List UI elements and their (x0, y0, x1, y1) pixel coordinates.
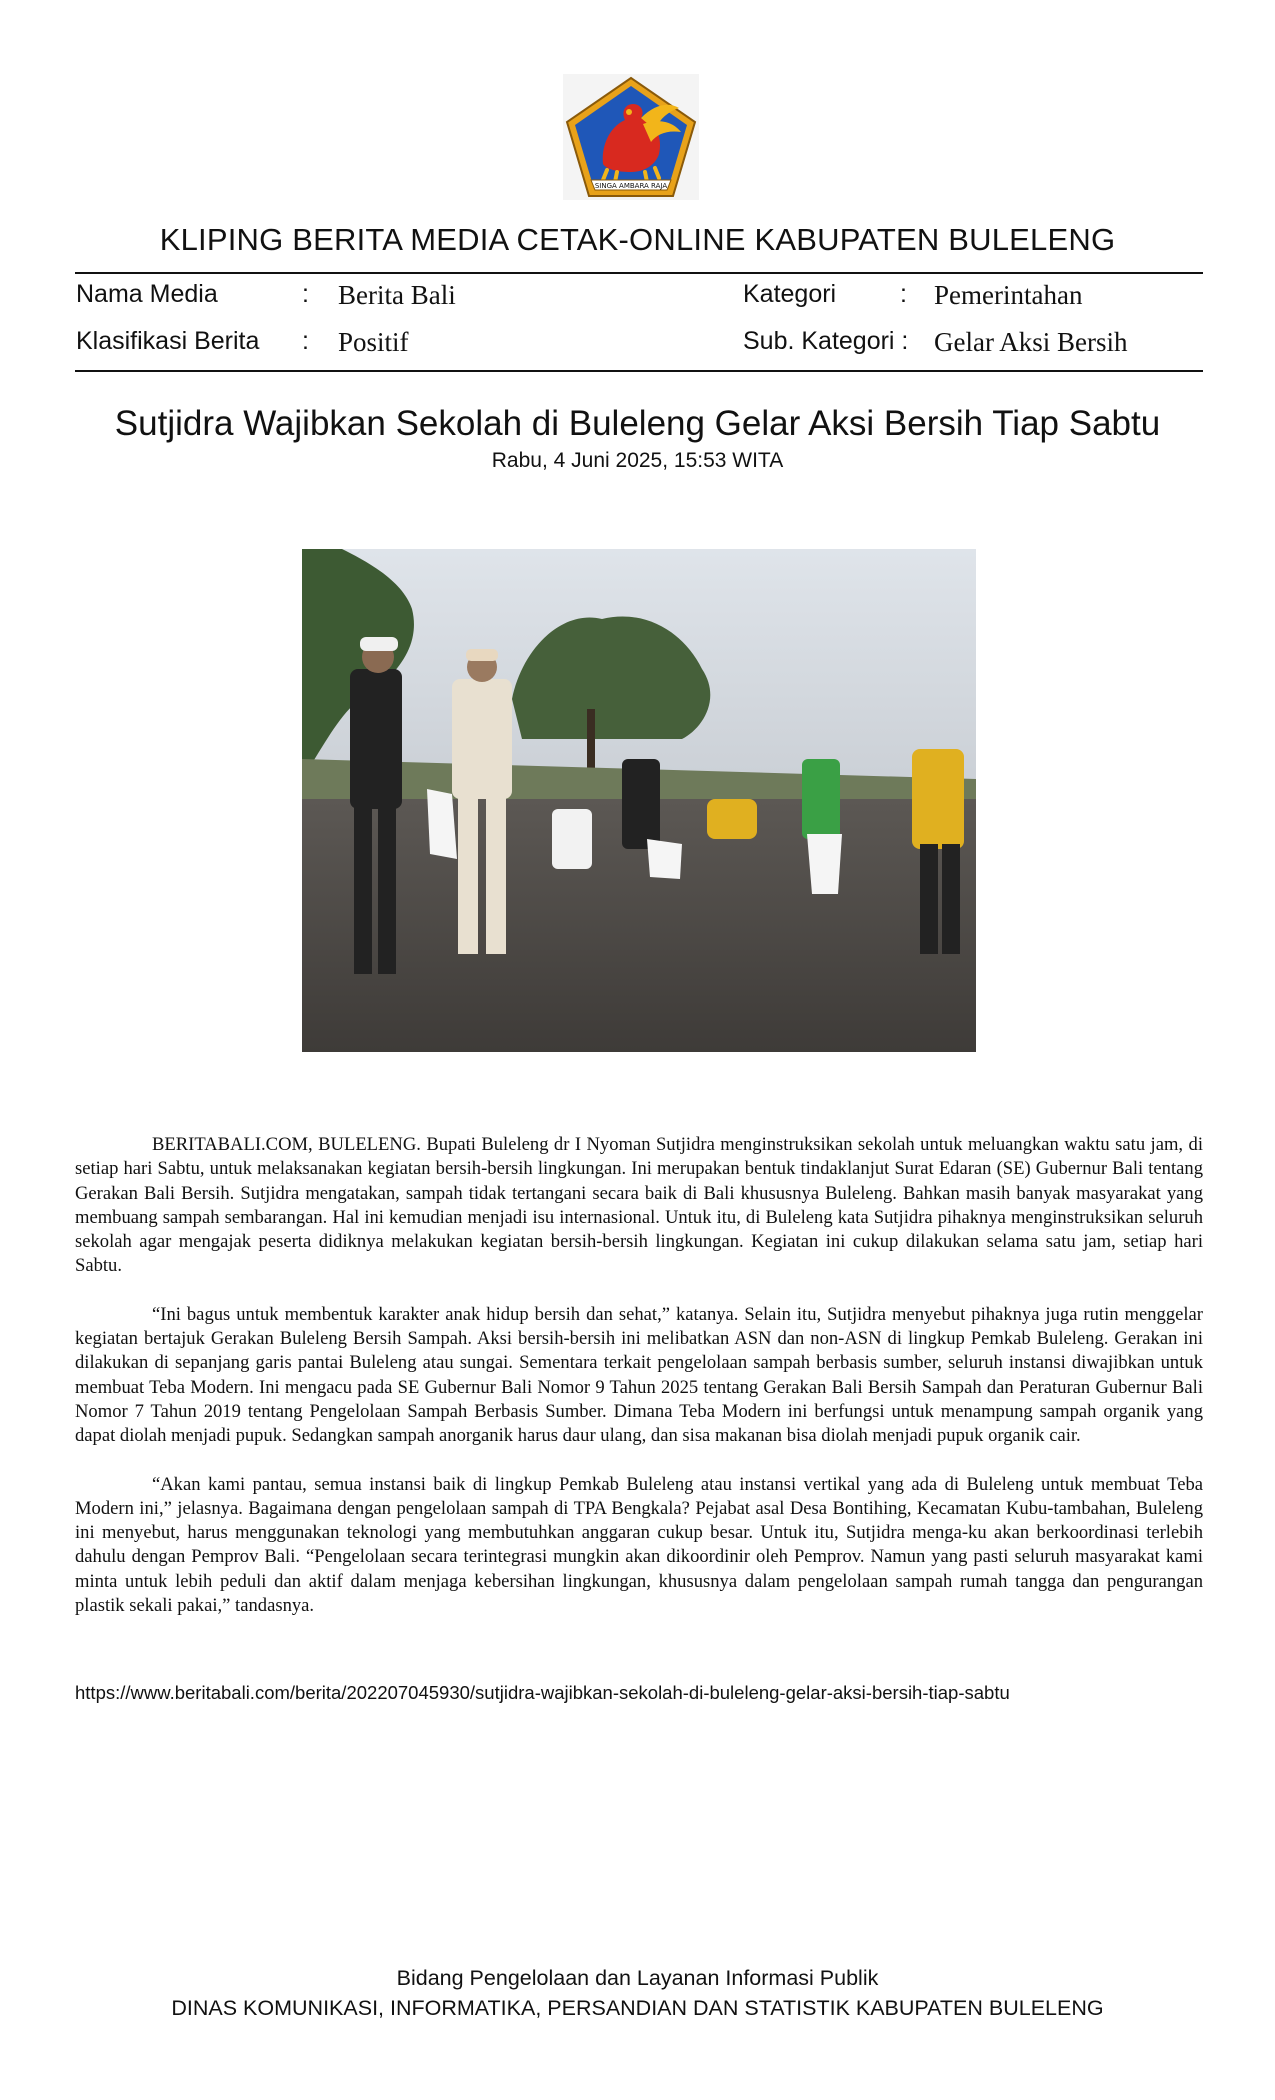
nama-media-value: Berita Bali (338, 280, 456, 310)
sub-kategori-label: Sub. Kategori : (743, 327, 909, 355)
article-paragraph-3: “Akan kami pantau, semua instansi baik di lingkup Pemkab Buleleng atau instansi vertikal yang ada di Buleleng untuk membuat Teba Modern ini,” jelasnya. Bagaimana dengan pengelolaan sampah di TPA Bengkala? Pejabat asal Desa Bontihing, Kecamatan Kubu-tambahan, Buleleng ini menyebut, harus menggunakan teknologi yang membutuhkan anggaran cukup besar. Untuk itu, Sutjidra menga-ku akan berkoordinasi terlebih dahulu dengan Pemprov Bali. “Pengelolaan secara terintegrasi mungkin akan dikoordinir oleh Pemprov. Namun yang pasti seluruh masyarakat kami minta untuk lebih peduli dan aktif dalam menjaga kebersihan lingkungan, khususnya dalam pengelolaan sampah rumah tangga dan pengurangan plastik sekali pakai,” tandasnya. (75, 1473, 1203, 1617)
article-dateline: Rabu, 4 Juni 2025, 15:53 WITA (491, 449, 784, 472)
kategori-label: Kategori (743, 280, 837, 308)
klasifikasi-colon: : (302, 327, 309, 355)
nama-media-label: Nama Media (76, 280, 218, 308)
article-photo (302, 549, 976, 1052)
buleleng-emblem-logo (563, 74, 699, 200)
article-paragraph-2: “Ini bagus untuk membentuk karakter anak hidup bersih dan sehat,” katanya. Selain itu, Sutjidra menyebut pihaknya juga rutin menggelar kegiatan bertajuk Gerakan Buleleng Bersih Sampah. Aksi bersih-bersih ini melibatkan ASN dan non-ASN di lingkup Pemkab Buleleng. Gerakan ini dilakukan di sepanjang garis pantai Buleleng atau sungai. Sementara terkait pengelolaan sampah berbasis sumber, seluruh instansi diwajibkan untuk membuat Teba Modern. Ini mengacu pada SE Gubernur Bali Nomor 9 Tahun 2025 tentang Gerakan Bali Bersih Sampah dan Peraturan Gubernur Bali Nomor 7 Tahun 2019 tentang Pengelolaan Sampah Berbasis Sumber. Dimana Teba Modern ini berfungsi untuk menampung sampah organik yang dapat diolah menjadi pupuk. Sedangkan sampah anorganik harus daur ulang, dan sisa makanan bisa diolah menjadi pupuk organik cair. (75, 1303, 1203, 1447)
logo-caption-text: SINGA AMBARA RAJA (594, 182, 668, 190)
footer-dinas: DINAS KOMUNIKASI, INFORMATIKA, PERSANDIAN DAN STATISTIK KABUPATEN BULELENG (171, 1996, 1104, 2020)
sub-kategori-value: Gelar Aksi Bersih (934, 327, 1128, 357)
header-top-rule (75, 272, 1203, 274)
kategori-colon: : (900, 280, 907, 308)
source-url-link[interactable]: https://www.beritabali.com/berita/202207045930/sutjidra-wajibkan-sekolah-di-buleleng-gelar-aksi-bersih-tiap-sabtu (75, 1682, 1010, 1703)
header-bottom-rule (75, 370, 1203, 372)
meta-row-klasifikasi (0, 325, 1275, 365)
klasifikasi-value: Positif (338, 327, 409, 357)
nama-media-colon: : (302, 280, 309, 308)
klasifikasi-label: Klasifikasi Berita (76, 327, 260, 355)
kliping-header-title: KLIPING BERITA MEDIA CETAK-ONLINE KABUPATEN BULELENG (159, 222, 1116, 257)
kategori-value: Pemerintahan (934, 280, 1083, 310)
article-body (75, 1133, 1203, 1642)
article-headline: Sutjidra Wajibkan Sekolah di Buleleng Gelar Aksi Bersih Tiap Sabtu (114, 404, 1161, 443)
article-paragraph-1: BERITABALI.COM, BULELENG. Bupati Buleleng dr I Nyoman Sutjidra menginstruksikan sekolah untuk meluangkan waktu satu jam, di setiap hari Sabtu, untuk melaksanakan kegiatan bersih-bersih lingkungan. Ini merupakan bentuk tindaklanjut Surat Edaran (SE) Gubernur Bali tentang Gerakan Bali Bersih. Sutjidra mengatakan, sampah tidak tertangani secara baik di Bali khususnya Buleleng. Bahkan masih banyak masyarakat yang membuang sampah sembarangan. Hal ini kemudian menjadi isu internasional. Untuk itu, di Buleleng kata Sutjidra pihaknya menginstruksikan seluruh sekolah agar mengajak peserta didiknya melakukan kegiatan bersih-bersih lingkungan. Kegiatan ini cukup dilakukan selama satu jam, setiap hari Sabtu. (75, 1134, 1203, 1277)
footer-bidang: Bidang Pengelolaan dan Layanan Informasi Publik (396, 1966, 879, 1990)
meta-row-media (0, 278, 1275, 318)
